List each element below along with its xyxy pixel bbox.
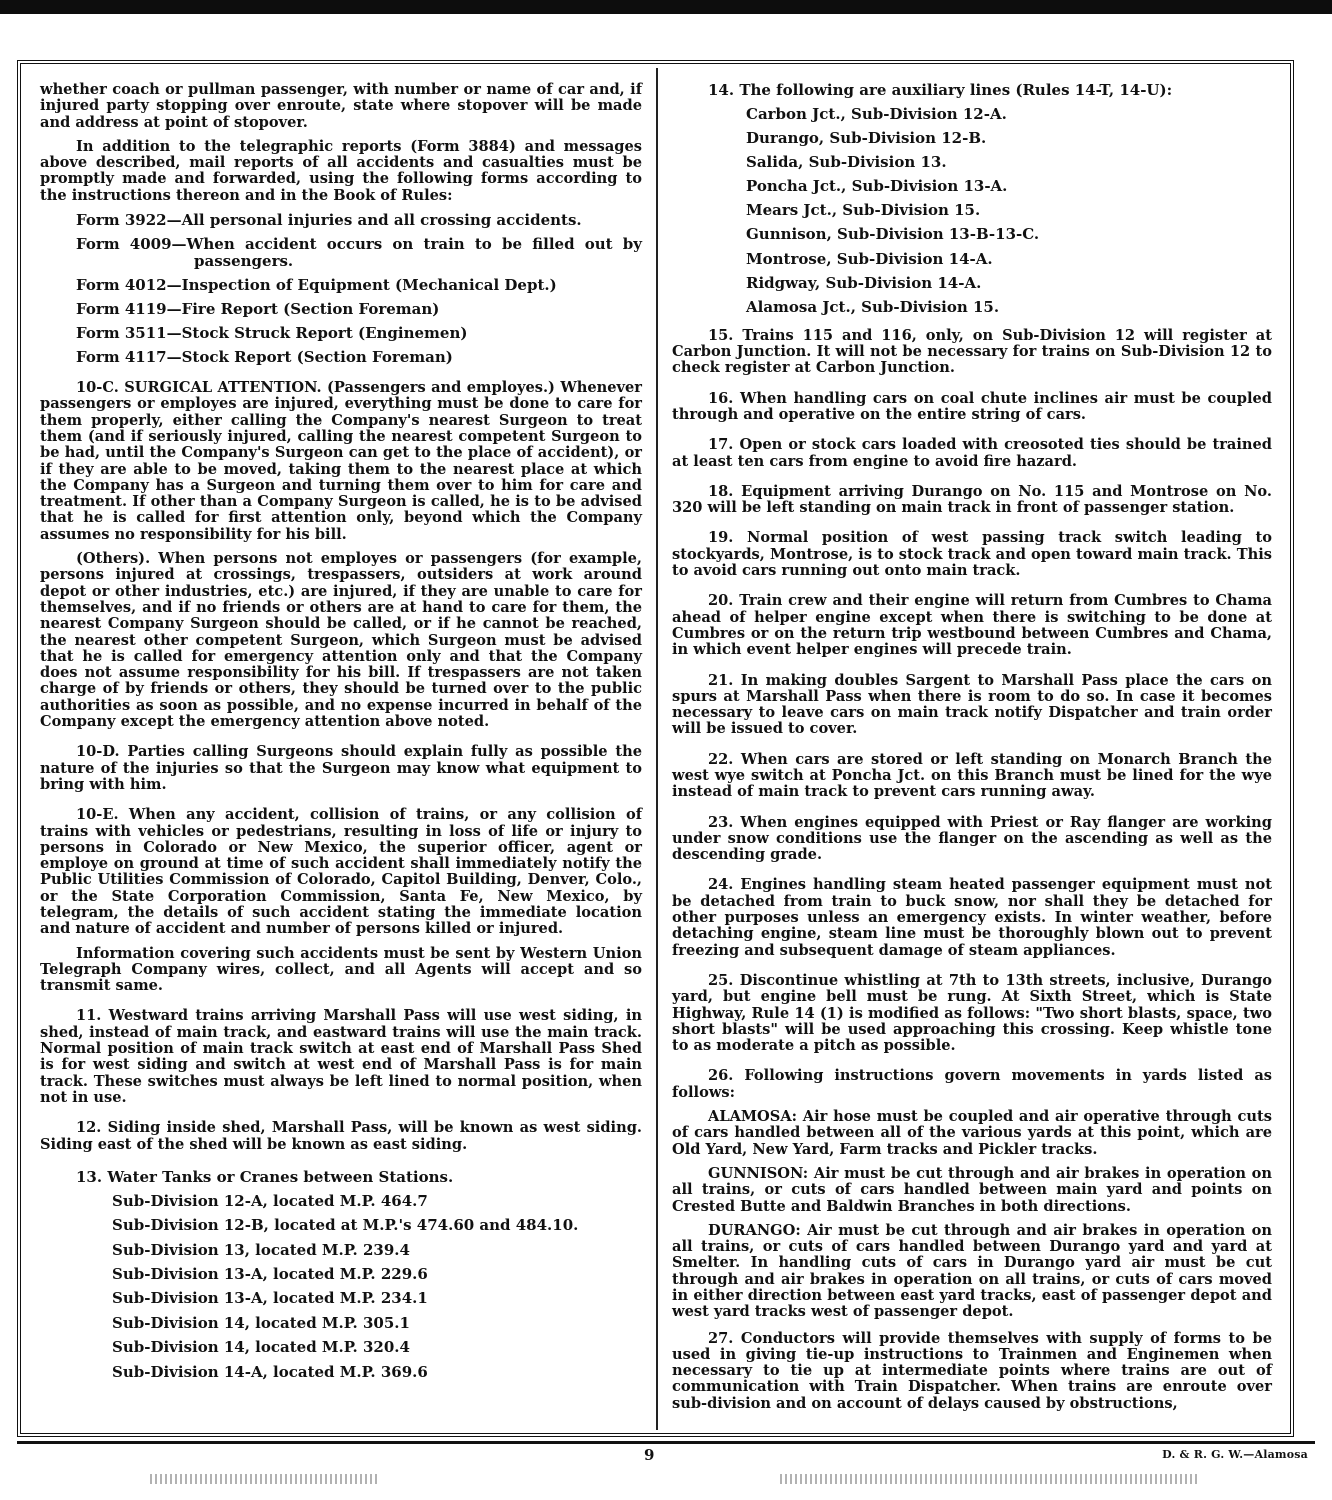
aux-line-item: Salida, Sub-Division 13. — [746, 153, 947, 172]
paragraph-gunnison: GUNNISON: Air must be cut through and air brakes in operation on all trains, or cuts of cars handled between main yard and points on Crested Butte and Baldwin Branches in both directions. — [672, 1164, 1272, 1215]
aux-line-item: Mears Jct., Sub-Division 15. — [746, 201, 981, 220]
column-divider — [656, 68, 658, 1430]
form-item: Form 4117—Stock Report (Section Foreman) — [76, 348, 453, 367]
paragraph-continuation: whether coach or pullman passenger, with number or name of car and, if injured party stopping over enroute, state where stopover will be made and address at point of stopover. — [40, 81, 642, 131]
tank-item: Sub-Division 12-B, located at M.P.'s 474.60 and 484.10. — [112, 1216, 579, 1235]
right-column — [672, 82, 1272, 1420]
paragraph-others: (Others). When persons not employes or passengers (for example, persons injured at crossings, trespassers, outsiders at work around depot or other industries, etc.) are injured, if they are unable to care for themselves, and if no friends or others are at hand to care for them, the nearest Company Surgeon should be called, or if he cannot be reached, the nearest other competent Surgeon, which Surgeon must be advised that he is called for emergency attention only and that the Company does not assume responsibility for his bill. If trespassers are not taken charge of by friends or others, they should be turned over to the public authorities as soon as possible, and no expense incurred in behalf of the Company except the emergency attention above noted. — [40, 550, 642, 731]
form-item: Form 4119—Fire Report (Section Foreman) — [76, 300, 440, 319]
aux-line-item: Montrose, Sub-Division 14-A. — [746, 249, 993, 268]
aux-line-item: Gunnison, Sub-Division 13-B-13-C. — [746, 225, 1040, 244]
top-rule — [0, 0, 1332, 14]
paragraph-27: 27. Conductors will provide themselves with supply of forms to be used in giving tie-up instructions to Trainmen and Enginemen when necessary to tie up at intermediate points where trains are out of communication with Train Dispatcher. When trains are enroute over sub-division and on account of delays caused by obstructions, — [672, 1329, 1272, 1412]
water-tanks-list — [40, 1193, 642, 1381]
left-column — [40, 82, 642, 1388]
form-item: Form 4009—When accident occurs on train to be filled out by passengers. — [76, 235, 642, 271]
paragraph-alamosa: ALAMOSA: Air hose must be coupled and air operative through cuts of cars handled between all of the various yards at this point, which are Old Yard, New Yard, Farm tracks and Pickler tracks. — [672, 1108, 1272, 1158]
tank-item: Sub-Division 13, located M.P. 239.4 — [112, 1240, 410, 1259]
paragraph-22: 22. When cars are stored or left standing on Monarch Branch the west wye switch at Poncha Jct. on this Branch must be lined for the wye instead of main track to prevent cars running away. — [672, 750, 1272, 801]
print-smudge — [150, 1474, 380, 1484]
paragraph-durango: DURANGO: Air must be cut through and air brakes in operation on all trains, or cuts of cars handled between Durango yard and yard at Smelter. In handling cuts of cars in Durango yard air must be cut through and air brakes in operation on all trains, or cuts of cars moved in either direction between east yard tracks, east of passenger depot and west yard tracks west of passenger depot. — [672, 1221, 1272, 1321]
forms-list — [40, 212, 642, 366]
page-number: 9 — [644, 1446, 655, 1464]
aux-line-item: Carbon Jct., Sub-Division 12-A. — [746, 105, 1007, 123]
paragraph-10d: 10-D. Parties calling Surgeons should explain fully as possible the nature of the injuries so that the Surgeon may know what equipment to bring with him. — [40, 743, 642, 793]
tank-item: Sub-Division 12-A, located M.P. 464.7 — [112, 1191, 428, 1210]
paragraph-11: 11. Westward trains arriving Marshall Pass will use west siding, in shed, instead of main track, and eastward trains will use the main track. Normal position of main track switch at east end of Marshall Pass Shed is for west siding and switch at west end of Marshall Pass is for main track. These switches must always be left lined to normal position, when not in use. — [40, 1007, 642, 1106]
paragraph-12: 12. Siding inside shed, Marshall Pass, will be known as west siding. Siding east of the shed will be known as east siding. — [40, 1119, 642, 1153]
paragraph-24: 24. Engines handling steam heated passenger equipment must not be detached from train to buck snow, nor shall they be detached for other purposes unless an emergency exists. In winter weather, before detaching engine, steam line must be thoroughly blown out to prevent freezing and subsequent damage of steam appliances. — [672, 876, 1272, 959]
paragraph-16: 16. When handling cars on coal chute inclines air must be coupled through and operative on the entire string of cars. — [672, 389, 1272, 423]
paragraph-20: 20. Train crew and their engine will return from Cumbres to Chama ahead of helper engine except when there is switching to be done at Cumbres or on the return trip westbound between Cumbres and Chama, in which event helper engines will precede train. — [672, 592, 1272, 659]
paragraph-25: 25. Discontinue whistling at 7th to 13th streets, inclusive, Durango yard, but engine bell must be rung. At Sixth Street, which is State Highway, Rule 14 (1) is modified as follows: "Two short blasts, space, two short blasts" will be used approaching this crossing. Keep whistle tone to as moderate a pitch as possible. — [672, 971, 1272, 1055]
paragraph-23: 23. When engines equipped with Priest or Ray flanger are working under snow conditions use the flanger on the ascending as well as the descending grade. — [672, 813, 1272, 864]
paragraph-mail-reports: In addition to the telegraphic reports (Form 3884) and messages above described, mail reports of all accidents and casualties must be promptly made and forwarded, using the following forms according to the instructions thereon and in the Book of Rules: — [40, 137, 642, 204]
aux-line-item: Alamosa Jct., Sub-Division 15. — [746, 297, 1000, 316]
paragraph-10c: 10-C. SURGICAL ATTENTION. (Passengers and employes.) Whenever passengers or employes are injured, everything must be done to care for them properly, either calling the Company's nearest Surgeon to treat them (and if seriously injured, calling the nearest competent Surgeon to be had, until the Company's Surgeon can get to the place of accident), or if they are able to be moved, taking them to the nearest place at which the Company has a Surgeon and turning them over to him for care and treatment. If other than a Company Surgeon is called, he is to be advised that he is called for first attention only, beyond which the Company assumes no responsibility for his bill. — [40, 379, 642, 543]
paragraph-13: 13. Water Tanks or Cranes between Stations. — [76, 1167, 454, 1186]
aux-line-item: Durango, Sub-Division 12-B. — [746, 129, 987, 148]
tank-item: Sub-Division 13-A, located M.P. 234.1 — [112, 1289, 428, 1308]
paragraph-26: 26. Following instructions govern movements in yards listed as follows: — [672, 1067, 1272, 1101]
paragraph-18: 18. Equipment arriving Durango on No. 115 and Montrose on No. 320 will be left standing on main track in front of passenger station. — [672, 482, 1272, 517]
railroad-footer: D. & R. G. W.—Alamosa — [1162, 1448, 1308, 1461]
paragraph-19: 19. Normal position of west passing track switch leading to stockyards, Montrose, is to stock track and open toward main track. This to avoid cars running out onto main track. — [672, 529, 1272, 580]
paragraph-15: 15. Trains 115 and 116, only, on Sub-Division 12 will register at Carbon Junction. It will not be necessary for trains on Sub-Division 12 to check register at Carbon Junction. — [672, 326, 1272, 377]
paragraph-10e: 10-E. When any accident, collision of trains, or any collision of trains with vehicles or pedestrians, resulting in loss of life or injury to persons in Colorado or New Mexico, the superior officer, agent or employe on ground at time of such accident shall immediately notify the Public Utilities Commission of Colorado, Capitol Building, Denver, Colo., or the State Corporation Commission, Santa Fe, New Mexico, by telegram, the details of such accident stating the immediate location and nature of accident and number of persons killed or injured. — [40, 806, 642, 938]
paragraph-21: 21. In making doubles Sargent to Marshall Pass place the cars on spurs at Marshall Pass when there is room to do so. In case it becomes necessary to leave cars on main track notify Dispatcher and train order will be issued to cover. — [672, 671, 1272, 738]
bottom-rule — [17, 1441, 1315, 1444]
form-item: Form 3922—All personal injuries and all crossing accidents. — [76, 211, 582, 230]
paragraph-17: 17. Open or stock cars loaded with creosoted ties should be trained at least ten cars from engine to avoid fire hazard. — [672, 436, 1272, 470]
tank-item: Sub-Division 14, located M.P. 305.1 — [112, 1313, 410, 1332]
tank-item: Sub-Division 13-A, located M.P. 229.6 — [112, 1265, 428, 1284]
auxiliary-lines-list — [672, 106, 1272, 316]
tank-item: Sub-Division 14-A, located M.P. 369.6 — [112, 1362, 428, 1381]
tank-item: Sub-Division 14, located M.P. 320.4 — [112, 1338, 410, 1357]
print-smudge — [780, 1474, 1200, 1484]
aux-line-item: Poncha Jct., Sub-Division 13-A. — [746, 177, 1008, 196]
form-item: Form 4012—Inspection of Equipment (Mechanical Dept.) — [76, 276, 557, 295]
aux-line-item: Ridgway, Sub-Division 14-A. — [746, 273, 982, 292]
form-item: Form 3511—Stock Struck Report (Enginemen) — [76, 324, 468, 343]
paragraph-14: 14. The following are auxiliary lines (Rules 14-T, 14-U): — [708, 81, 1173, 99]
paragraph-information: Information covering such accidents must be sent by Western Union Telegraph Company wires, collect, and all Agents will accept and so transmit same. — [40, 944, 642, 995]
